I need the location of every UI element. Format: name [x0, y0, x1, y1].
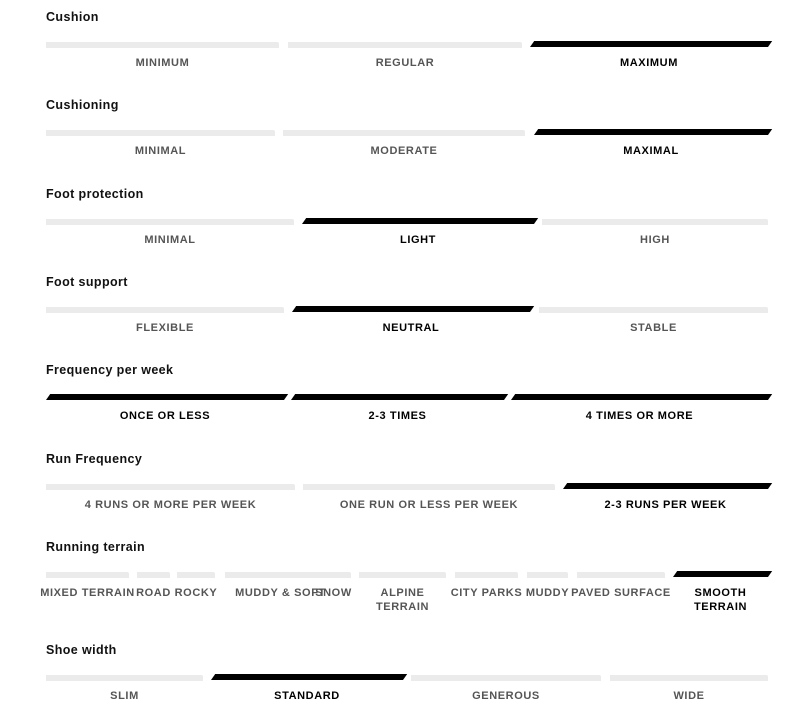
scale-option-label: MAXIMUM	[620, 57, 678, 69]
unselected-bar	[46, 484, 295, 490]
selected-bar	[302, 218, 538, 224]
scale-option-label: WIDE	[673, 690, 705, 702]
scale-option-label: MIXED TERRAIN	[40, 587, 135, 599]
attribute-cushioning	[46, 97, 768, 157]
attribute-scale	[46, 306, 768, 334]
selected-bar	[292, 306, 534, 312]
scale-option-flexible	[46, 306, 284, 334]
unselected-bar	[46, 219, 294, 225]
unselected-bar	[316, 572, 351, 578]
unselected-bar	[303, 484, 555, 490]
scale-option-label: SMOOTH TERRAIN	[693, 587, 748, 613]
attribute-foot-support	[46, 274, 768, 334]
scale-option-stable	[539, 306, 768, 334]
scale-option-label: SLIM	[110, 690, 139, 702]
scale-option-label: PAVED SURFACE	[571, 587, 671, 599]
unselected-bar	[46, 675, 203, 681]
scale-option-minimum	[46, 41, 279, 69]
unselected-bar	[283, 130, 525, 136]
scale-option-paved-surface	[571, 571, 671, 599]
unselected-bar	[577, 572, 665, 578]
scale-option-snow	[315, 571, 352, 599]
scale-option-wide	[610, 674, 768, 702]
unselected-bar	[455, 572, 518, 578]
attribute-title: Frequency per week	[46, 363, 174, 377]
scale-option-label: NEUTRAL	[382, 322, 440, 334]
attribute-title: Running terrain	[46, 540, 146, 554]
scale-option-label: ALPINE TERRAIN	[375, 587, 430, 613]
scale-option-label: 2-3 TIMES	[368, 410, 427, 422]
selected-bar	[534, 129, 772, 135]
unselected-bar	[610, 675, 768, 681]
unselected-bar	[137, 572, 170, 578]
scale-option-maximum	[530, 41, 768, 69]
scale-option-muddy	[525, 571, 570, 599]
scale-option-light	[302, 218, 534, 246]
attribute-running-terrain	[40, 539, 768, 613]
scale-option-label: 2-3 RUNS PER WEEK	[604, 499, 727, 511]
unselected-bar	[46, 42, 279, 48]
attribute-scale	[46, 394, 768, 422]
scale-option-regular	[288, 41, 522, 69]
unselected-bar	[46, 307, 284, 313]
scale-option-label: ROAD	[136, 587, 171, 599]
attribute-title: Cushion	[46, 10, 99, 24]
scale-option-label: ONE RUN OR LESS PER WEEK	[339, 499, 519, 511]
attribute-scale	[46, 674, 768, 702]
scale-option-slim	[46, 674, 203, 702]
scale-option-label: 4 RUNS OR MORE PER WEEK	[84, 499, 257, 511]
unselected-bar	[411, 675, 601, 681]
scale-option-maximal	[534, 129, 768, 157]
attribute-title: Run Frequency	[46, 452, 143, 466]
scale-option-4-times-or-more	[511, 394, 768, 422]
scale-option-label: MINIMUM	[135, 57, 190, 69]
unselected-bar	[288, 42, 522, 48]
scale-option-neutral	[292, 306, 530, 334]
attribute-scale	[46, 41, 768, 69]
attribute-frequency-per-week	[46, 362, 768, 422]
scale-option-label: HIGH	[640, 234, 670, 246]
scale-option-label: MAXIMAL	[623, 145, 679, 157]
attribute-scale	[46, 129, 768, 157]
scale-option-high	[542, 218, 768, 246]
attribute-cushion	[46, 9, 768, 69]
scale-option-once-or-less	[46, 394, 284, 422]
scale-option-generous	[411, 674, 601, 702]
selected-bar	[511, 394, 772, 400]
scale-option-minimal	[46, 129, 275, 157]
scale-option-label: GENEROUS	[472, 690, 540, 702]
scale-option-label: MINIMAL	[134, 145, 187, 157]
attribute-title: Shoe width	[46, 643, 117, 657]
scale-option-label: ROCKY	[174, 587, 218, 599]
selected-bar	[530, 41, 772, 47]
scale-option-one-run-or-less-per-week	[303, 483, 555, 511]
scale-option-label: MUDDY	[525, 587, 570, 599]
unselected-bar	[527, 572, 568, 578]
selected-bar	[563, 483, 772, 489]
selected-bar	[291, 394, 508, 400]
scale-option-city-parks	[450, 571, 523, 599]
scale-option-moderate	[283, 129, 525, 157]
unselected-bar	[359, 572, 446, 578]
scale-option-label: ONCE OR LESS	[119, 410, 211, 422]
attribute-run-frequency	[46, 451, 768, 511]
attribute-title: Cushioning	[46, 98, 119, 112]
scale-option-label: MUDDY & SOFT	[235, 587, 326, 599]
attribute-title: Foot support	[46, 275, 128, 289]
scale-option-label: LIGHT	[400, 234, 436, 246]
selected-bar	[211, 674, 407, 680]
scale-option-label: REGULAR	[375, 57, 435, 69]
scale-option-label: FLEXIBLE	[136, 322, 194, 334]
scale-option-4-runs-or-more-per-week	[46, 483, 295, 511]
scale-option-mixed-terrain	[40, 571, 135, 599]
scale-option-2-3-runs-per-week	[563, 483, 768, 511]
unselected-bar	[539, 307, 768, 313]
attribute-scale	[46, 483, 768, 511]
attribute-scale	[46, 218, 768, 246]
unselected-bar	[542, 219, 768, 225]
scale-option-label: MODERATE	[370, 145, 438, 157]
scale-option-label: STANDARD	[274, 690, 340, 702]
scale-option-smooth-terrain	[673, 571, 768, 613]
selected-bar	[673, 571, 772, 577]
scale-option-label: STABLE	[630, 322, 677, 334]
unselected-bar	[46, 130, 275, 136]
attribute-foot-protection	[46, 186, 768, 246]
attribute-title: Foot protection	[46, 187, 144, 201]
scale-option-rocky	[174, 571, 218, 599]
attribute-scale	[40, 571, 768, 613]
scale-option-standard	[211, 674, 403, 702]
attribute-shoe-width	[46, 642, 768, 702]
scale-option-label: MINIMAL	[144, 234, 196, 246]
unselected-bar	[177, 572, 215, 578]
scale-option-2-3-times	[291, 394, 504, 422]
unselected-bar	[46, 572, 129, 578]
scale-option-label: CITY PARKS	[450, 587, 523, 599]
scale-option-label: 4 TIMES OR MORE	[585, 410, 694, 422]
scale-option-label: SNOW	[315, 587, 352, 599]
scale-option-road	[136, 571, 171, 599]
scale-option-minimal	[46, 218, 294, 246]
scale-option-alpine-terrain	[359, 571, 446, 613]
selected-bar	[46, 394, 288, 400]
